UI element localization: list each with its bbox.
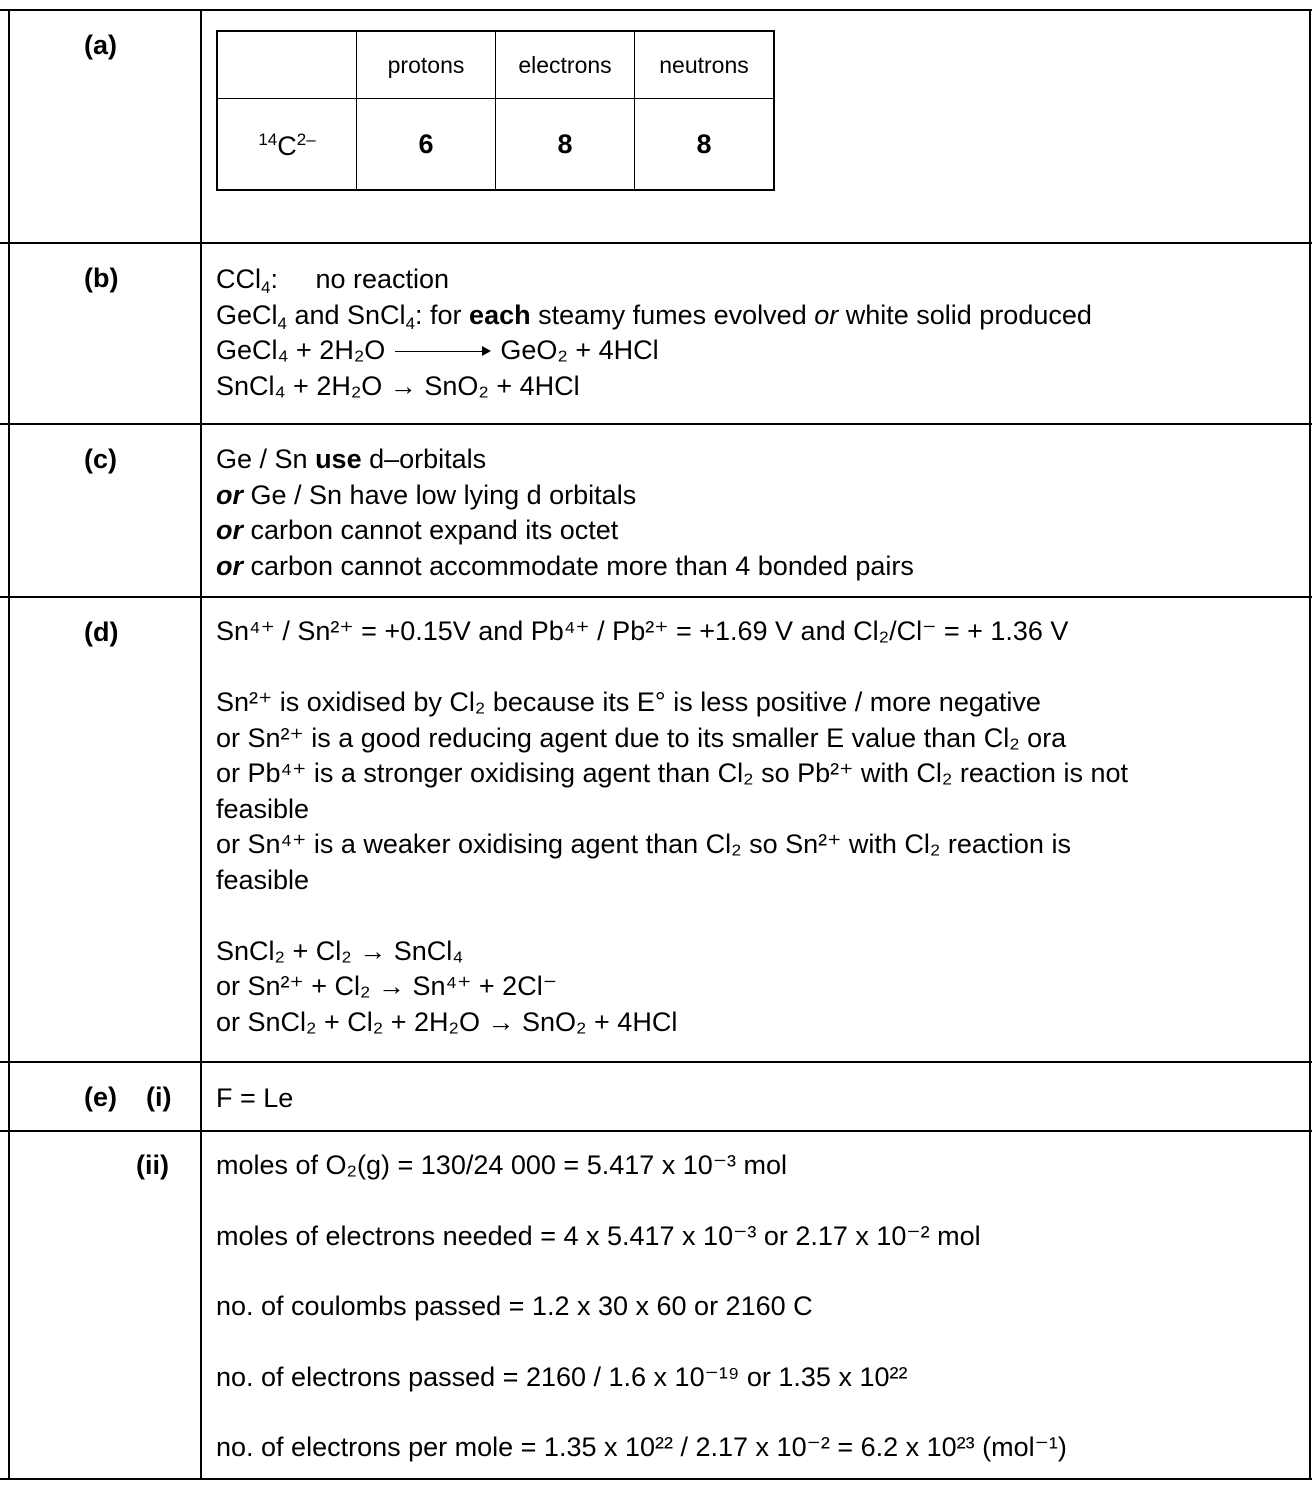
header-electrons: electrons (496, 31, 635, 99)
row-divider-eii (0, 1130, 1312, 1132)
header-blank (217, 31, 357, 99)
species-cell (217, 99, 357, 191)
moles-electrons: moles of electrons needed = 4 x 5.417 x 10⁻³ or 2.17 x 10⁻² mol (216, 1220, 981, 1251)
species-symbol: C (277, 131, 297, 161)
part-d-equation-1: SnCl₂ + Cl₂ → SnCl₄ (216, 935, 464, 966)
label-a: (a) (84, 30, 117, 60)
label-e-ii: (ii) (136, 1150, 169, 1180)
part-b-equation-1: GeCl₄ + 2H₂O GeO₂ + 4HCl (216, 335, 659, 365)
part-c-answer (216, 442, 914, 584)
column-divider (200, 10, 202, 1480)
part-c-line-4: or carbon cannot accommodate more than 4 bonded pairs (216, 550, 914, 581)
part-d-explanation-4: or Sn⁴⁺ is a weaker oxidising agent than Cl₂ so Sn²⁺ with Cl₂ reaction is (216, 829, 1071, 859)
header-protons: protons (357, 31, 496, 99)
part-b-equation-2: SnCl₄ + 2H₂O → SnO₂ + 4HCl (216, 370, 580, 401)
label-e: (e) (84, 1082, 117, 1112)
label-b: (b) (84, 263, 119, 293)
part-b-line-2: GeCl$_4$ and SnCl$_4$: for each steamy fumes evolved or white solid produced (216, 299, 1092, 333)
table-row (217, 99, 774, 191)
moles-oxygen: moles of O₂(g) = 130/24 000 = 5.417 x 10⁻³ mol (216, 1150, 788, 1180)
row-divider-c (0, 423, 1312, 425)
header-neutrons: neutrons (635, 31, 775, 99)
reaction-arrow-icon (395, 351, 491, 353)
part-e-i-answer: F = Le (216, 1083, 294, 1113)
row-divider-d (0, 596, 1312, 598)
part-d-explanation-3-cont: feasible (216, 793, 310, 824)
coulombs-passed: no. of coulombs passed = 1.2 x 30 x 60 or 2160 C (216, 1291, 813, 1321)
part-c-line-3: or carbon cannot expand its octet (216, 515, 619, 545)
electrons-passed: no. of electrons passed = 2160 / 1.6 x 10⁻¹⁹ or 1.35 x 10²² (216, 1361, 908, 1392)
part-d-explanation-1: Sn²⁺ is oxidised by Cl₂ because its E° is less positive / more negative (216, 687, 1041, 717)
part-d-explanation-3: or Pb⁴⁺ is a stronger oxidising agent than Cl₂ so Pb²⁺ with Cl₂ reaction is not (216, 758, 1128, 788)
electrons-value: 8 (496, 99, 635, 191)
electrons-per-mole: no. of electrons per mole = 1.35 x 10²² / 2.17 x 10⁻² = 6.2 x 10²³ (mol⁻¹) (216, 1432, 1067, 1462)
right-border (1309, 10, 1311, 1480)
part-d-equation-2: or Sn²⁺ + Cl₂ → Sn⁴⁺ + 2Cl⁻ (216, 971, 557, 1001)
part-d-explanation-4-cont: feasible (216, 864, 310, 895)
reaction-arrow-icon: → (389, 370, 417, 401)
part-e-ii-answer (216, 1148, 1067, 1466)
top-border (0, 9, 1312, 11)
mass-number: 14 (258, 130, 278, 149)
no-reaction-text: no reaction (315, 264, 450, 294)
label-d: (d) (84, 617, 119, 647)
part-b-line-1: CCl$_4$: no reaction (216, 264, 450, 297)
part-d-explanation-2: or Sn²⁺ is a good reducing agent due to its smaller E value than Cl₂ ora (216, 722, 1067, 753)
part-c-line-2: or Ge / Sn have low lying d orbitals (216, 479, 637, 510)
left-border (8, 10, 10, 1480)
ion-charge: 2– (296, 130, 316, 149)
particle-table (216, 30, 775, 191)
neutrons-value: 8 (635, 99, 775, 191)
electrode-potentials: Sn⁴⁺ / Sn²⁺ = +0.15V and Pb⁴⁺ / Pb²⁺ = +1.69 V and Cl₂/Cl⁻ = + 1.36 V (216, 616, 1069, 646)
table-header-row (217, 31, 774, 99)
part-d-answer (216, 614, 1128, 1040)
part-b-answer (216, 262, 1092, 404)
row-divider-b (0, 242, 1312, 244)
label-e-i: (i) (146, 1082, 172, 1112)
bottom-border (0, 1478, 1312, 1480)
protons-value: 6 (357, 99, 496, 191)
row-divider-e (0, 1061, 1312, 1063)
label-c: (c) (84, 444, 117, 474)
part-c-line-1: Ge / Sn use d–orbitals (216, 444, 487, 474)
part-d-equation-3: or SnCl₂ + Cl₂ + 2H₂O → SnO₂ + 4HCl (216, 1006, 678, 1037)
